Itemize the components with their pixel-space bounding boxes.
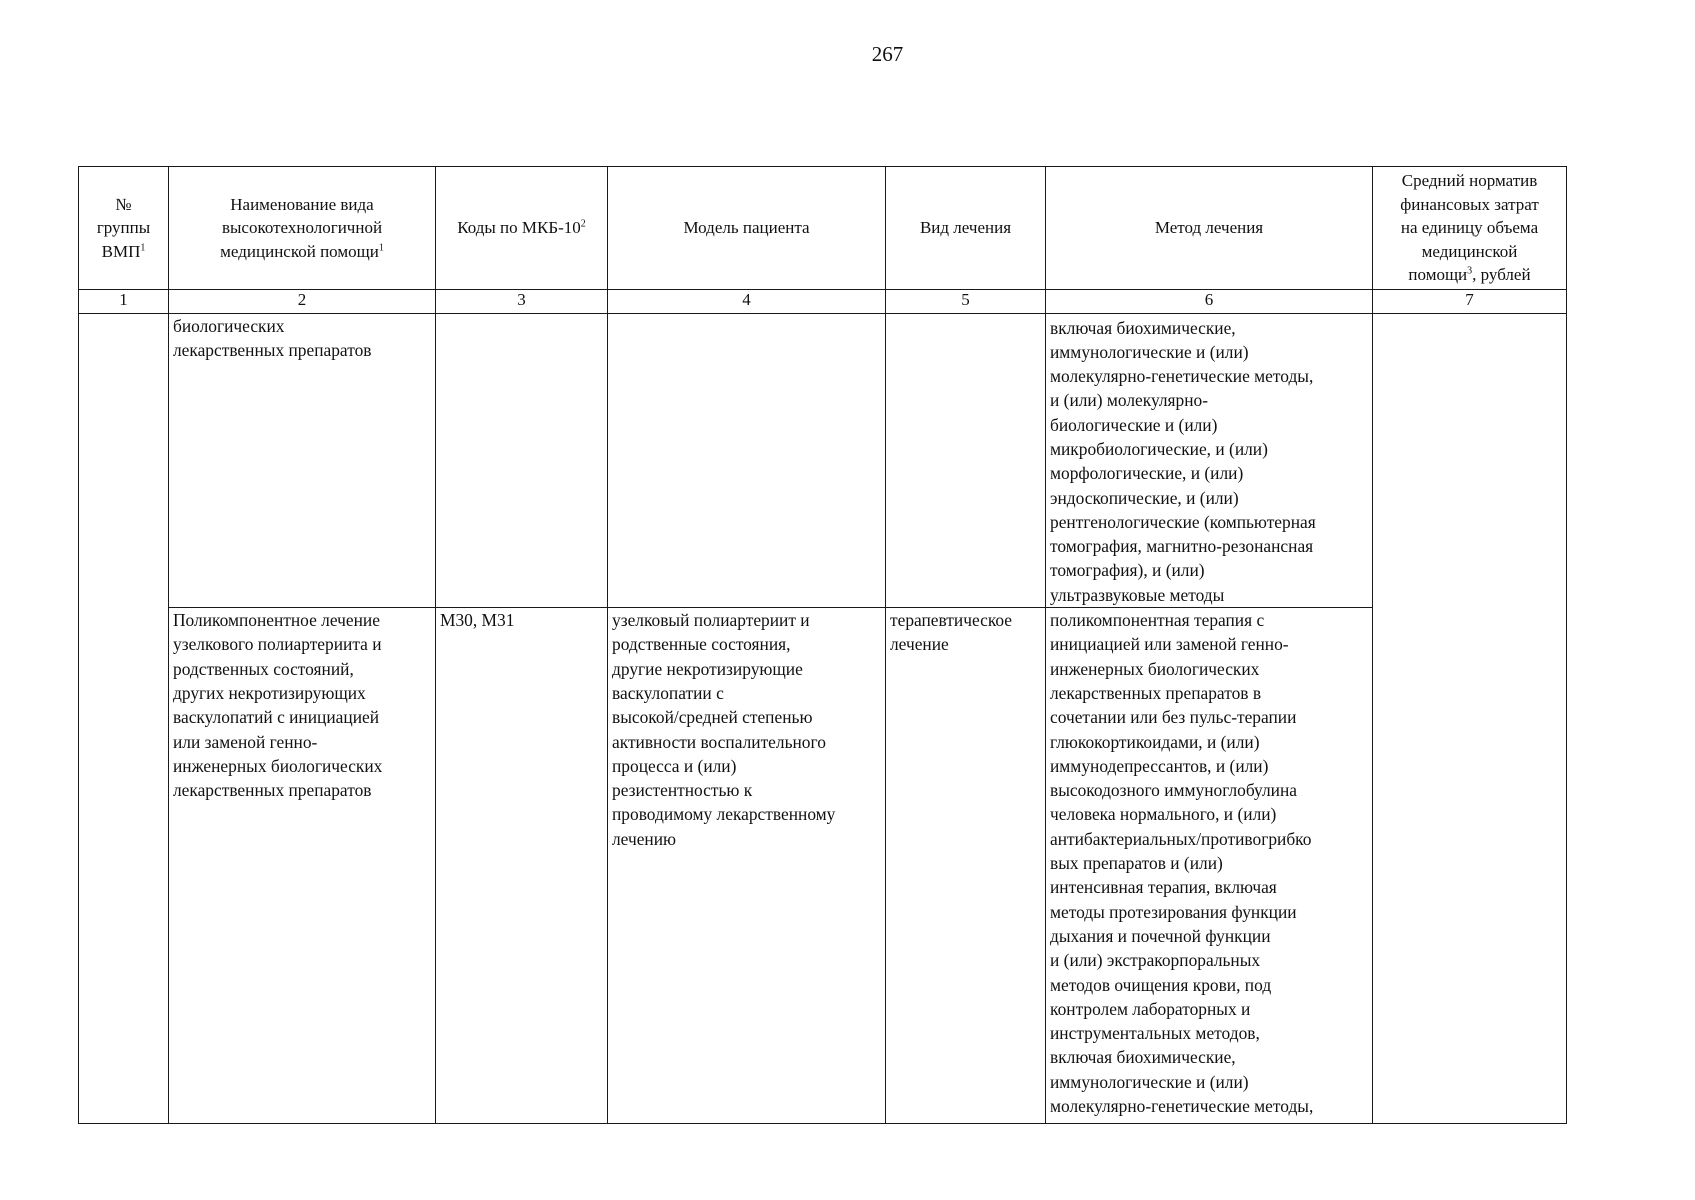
cell-care-type-name: Поликомпонентное лечение узелкового полиартериита и родственных состояний, других некротизирующих васкулопатий с инициацией или заменой генно- инженерных биологических лекарственных препаратов [169,608,436,1124]
table-row [79,313,1567,608]
cell-group-number [79,608,169,1124]
column-number: 7 [1373,289,1567,313]
cell-icd-codes [436,313,608,608]
cell-treatment-type: терапевтическое лечение [886,608,1046,1124]
header-group-number: № группы ВМП$^1$ [79,167,169,290]
cell-icd-codes: M30, M31 [436,608,608,1124]
column-number: 3 [436,289,608,313]
header-row [79,167,1567,290]
cell-treatment-type [886,313,1046,608]
column-number-row [79,289,1567,313]
cell-treatment-method: поликомпонентная терапия с инициацией или заменой генно- инженерных биологических лекарственных препаратов в сочетании или без пульс-терапии глюкокортикоидами, и (или) иммунодепрессантов, и (или) высокодозного иммуноглобулина человека нормального, и (или) антибактериальных/противогрибко вых препаратов и (или) интенсивная терапия, включая методы протезирования функции дыхания и почечной функции и (или) экстракорпоральных методов очищения крови, под контролем лабораторных и инструментальных методов, включая биохимические, иммунологические и (или) молекулярно-генетические методы, [1046,608,1373,1124]
cell-patient-model: узелковый полиартериит и родственные состояния, другие некротизирующие васкулопатии с высокой/средней степенью активности воспалительного процесса и (или) резистентностью к проводимому лекарственному лечению [608,608,886,1124]
column-number: 2 [169,289,436,313]
column-number: 1 [79,289,169,313]
cell-treatment-method: включая биохимические, иммунологические и (или) молекулярно-генетические методы, и (или) молекулярно- биологические и (или) микробиологические, и (или) морфологические, и (или) эндоскопические, и (или) рентгенологические (компьютерная томография, магнитно-резонансная томография), и (или) ультразвуковые методы [1046,313,1373,608]
cell-care-type-name: биологических лекарственных препаратов [169,313,436,608]
header-care-type-name: Наименование вида высокотехнологичной медицинской помощи$^1$ [169,167,436,290]
header-average-cost: Средний норматив финансовых затрат на единицу объема медицинской помощи$^3$, рублей [1373,167,1567,290]
page-number: 267 [871,42,904,66]
header-icd-codes: Коды по МКБ-$10^2$ [436,167,608,290]
vmp-table [78,166,1567,1124]
column-number: 6 [1046,289,1373,313]
cell-group-number [79,313,169,608]
cell-average-cost [1373,313,1567,608]
table-row [79,608,1567,1124]
header-treatment-method: Метод лечения [1046,167,1373,290]
cell-average-cost [1373,608,1567,1124]
column-number: 5 [886,289,1046,313]
cell-patient-model [608,313,886,608]
header-treatment-type: Вид лечения [886,167,1046,290]
header-patient-model: Модель пациента [608,167,886,290]
column-number: 4 [608,289,886,313]
